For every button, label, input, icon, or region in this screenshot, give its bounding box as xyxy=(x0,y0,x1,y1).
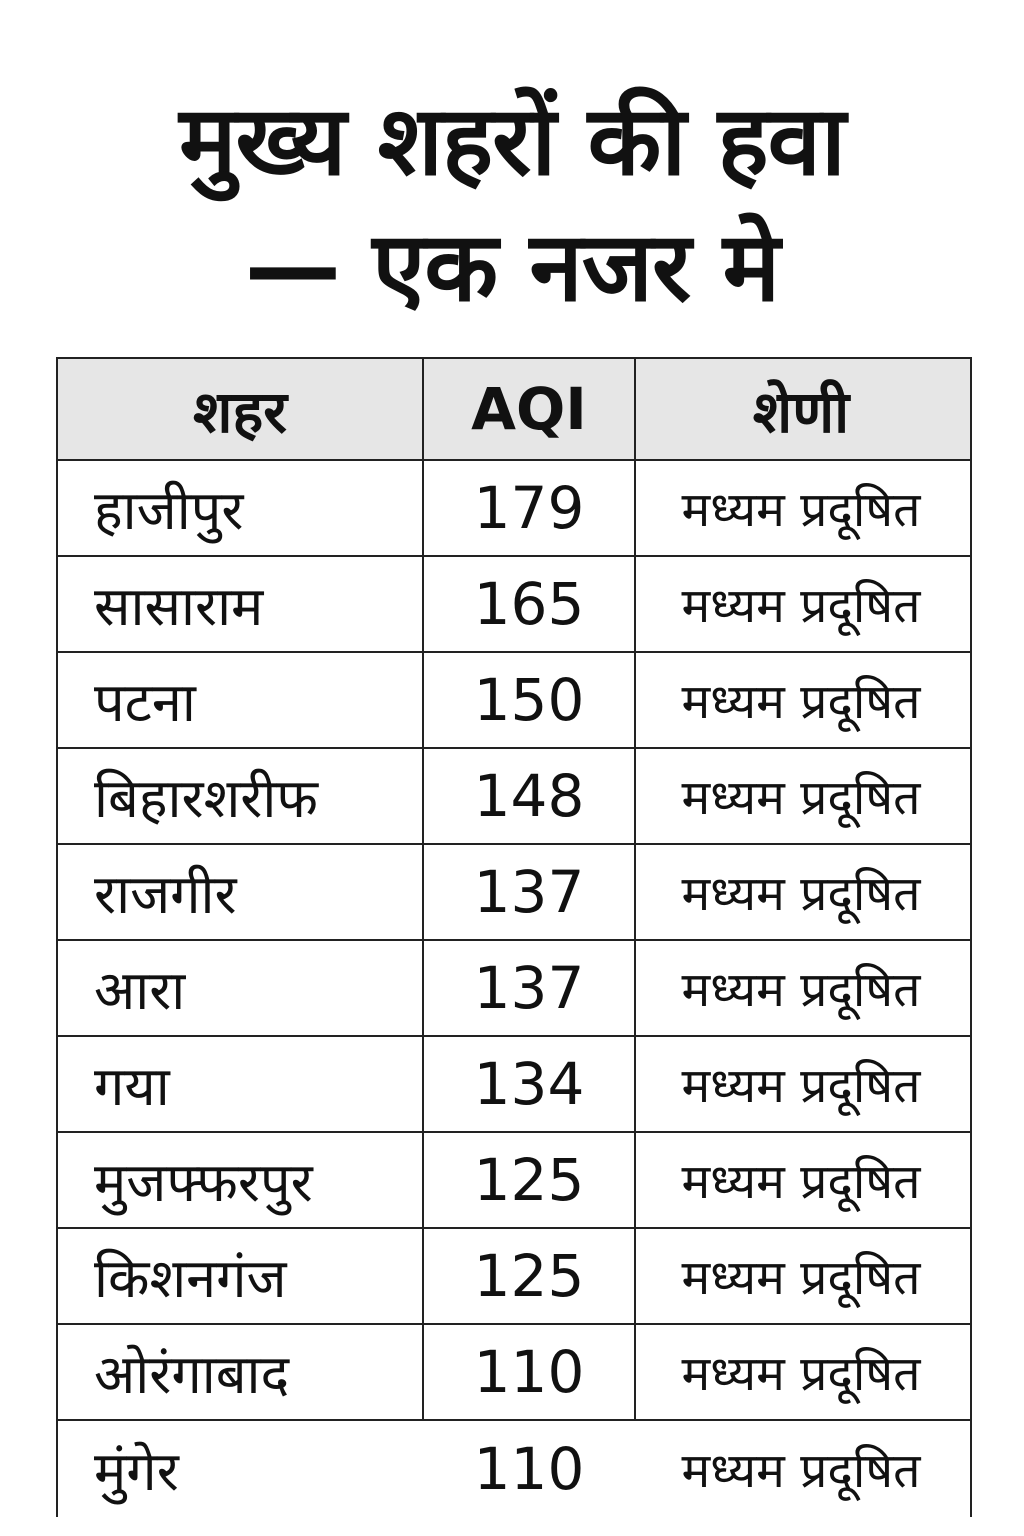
aqi-cell: 179 xyxy=(424,461,636,555)
table-header-row xyxy=(58,359,970,461)
table-row xyxy=(58,461,970,557)
aqi-cell: 125 xyxy=(424,1133,636,1227)
category-cell: मध्यम प्रदूषित xyxy=(681,769,921,826)
city-cell: मुजफ्फरपुर xyxy=(58,1133,424,1227)
city-cell: राजगीर xyxy=(58,845,424,939)
header-city: शहर xyxy=(58,359,424,459)
city-cell: किशनगंज xyxy=(58,1229,424,1323)
city-cell: ओरंगाबाद xyxy=(58,1325,424,1419)
table-row xyxy=(58,1133,970,1229)
aqi-cell: 110 xyxy=(424,1325,636,1419)
city-cell: आरा xyxy=(58,941,424,1035)
category-cell: मध्यम प्रदूषित xyxy=(681,1249,921,1306)
city-cell: गया xyxy=(58,1037,424,1131)
city-cell: मुंगेर xyxy=(94,1440,179,1503)
header-category: शेणी xyxy=(752,377,850,446)
aqi-cell: 150 xyxy=(424,653,636,747)
city-cell: पटना xyxy=(58,653,424,747)
table-row xyxy=(58,1037,970,1133)
category-cell: मध्यम प्रदूषित xyxy=(681,1442,921,1499)
city-cell: बिहारशरीफ xyxy=(58,749,424,843)
city-cell: सासाराम xyxy=(58,557,424,651)
aqi-cell: 125 xyxy=(424,1229,636,1323)
table-row xyxy=(58,1229,970,1325)
category-cell: मध्यम प्रदूषित xyxy=(681,1345,921,1402)
city-cell: हाजीपुर xyxy=(58,461,424,555)
aqi-cell: 134 xyxy=(424,1037,636,1131)
aqi-cell: 137 xyxy=(424,845,636,939)
title-line-1: मुख्य शहरों की हवा xyxy=(179,85,845,197)
table-row xyxy=(58,1325,970,1421)
aqi-table xyxy=(56,357,972,1517)
category-cell: मध्यम प्रदूषित xyxy=(681,577,921,634)
table-row xyxy=(58,1421,970,1517)
aqi-cell: 165 xyxy=(424,557,636,651)
table-row xyxy=(58,845,970,941)
header-aqi: AQI xyxy=(424,359,636,459)
aqi-cell: 137 xyxy=(424,941,636,1035)
category-cell: मध्यम प्रदूषित xyxy=(681,1153,921,1210)
category-cell: मध्यम प्रदूषित xyxy=(681,865,921,922)
aqi-cell: 148 xyxy=(424,749,636,843)
table-row xyxy=(58,941,970,1037)
category-cell: मध्यम प्रदूषित xyxy=(681,673,921,730)
table-row xyxy=(58,653,970,749)
table-row xyxy=(58,749,970,845)
category-cell: मध्यम प्रदूषित xyxy=(681,481,921,538)
aqi-cell: 110 xyxy=(473,1435,585,1503)
page-title xyxy=(0,78,1024,330)
category-cell: मध्यम प्रदूषित xyxy=(681,1057,921,1114)
title-line-2: — एक नजर मे xyxy=(244,211,780,323)
table-row xyxy=(58,557,970,653)
category-cell: मध्यम प्रदूषित xyxy=(681,961,921,1018)
